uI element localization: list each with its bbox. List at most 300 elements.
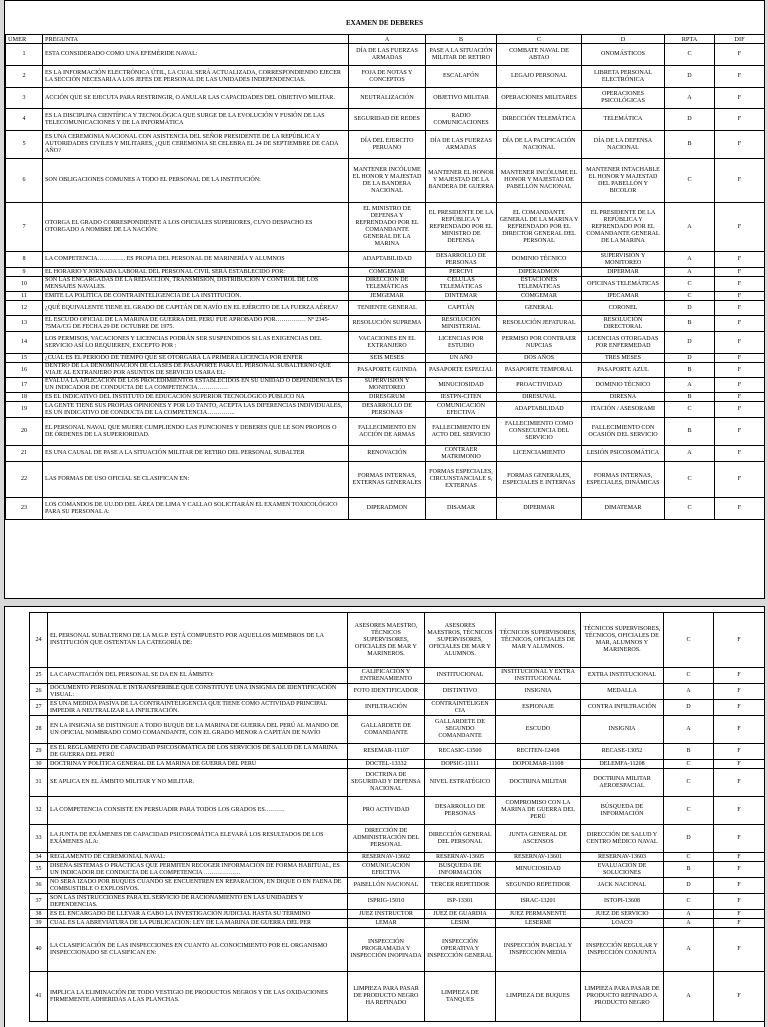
question-text: SE APLICA EN EL ÁMBITO MILITAR Y NO MILITAR.	[48, 769, 348, 797]
option-b: JUEZ DE GUARDIA	[425, 910, 496, 919]
option-a: DOCTEL-13332	[348, 760, 425, 769]
difficulty-cell: F	[714, 878, 765, 894]
difficulty-cell: F	[714, 684, 765, 700]
option-c: RESERNAV-13601	[496, 853, 581, 862]
answer-cell: B	[665, 316, 715, 332]
option-b: MANTENER EL HONOR Y MAJESTAD DE LA BANDERA DE GUERRA	[426, 159, 497, 203]
option-d: OPERACIONES PSICOLÓGICAS	[582, 88, 665, 109]
option-d: RESERNAV-13603	[581, 853, 664, 862]
question-text: EMITE LA POLÍTICA DE CONTRAINTELIGENCIA DE LA INSTITUCIÓN.	[43, 292, 349, 301]
option-a: JUEZ INSTRUCTOR	[348, 910, 425, 919]
option-b: TERCER REPETIDOR	[425, 878, 496, 894]
option-a: COMUNICACIÓN EFECTIVA	[348, 862, 425, 878]
option-c: INSPECCIÓN PARCIAL Y INSPECCIÓN MEDIA	[496, 928, 581, 972]
option-b: BÚSQUEDA DE INFORMACIÓN	[425, 862, 496, 878]
question-row	[30, 613, 765, 668]
question-number: 34	[30, 853, 48, 862]
option-d: EXTRA INSTITUCIONAL	[581, 668, 664, 684]
option-a: SEIS MESES	[349, 354, 426, 363]
answer-cell: C	[665, 159, 715, 203]
option-b: GALLARDETE DE SEGUNDO COMANDANTE	[425, 716, 496, 744]
option-b: EL PRESIDENTE DE LA REPÚBLICA Y REFRENDADO POR EL MINISTRO DE DEFENSA	[426, 203, 497, 252]
option-d: LOACO	[581, 919, 664, 928]
option-d: MANTENER INTACHABLE EL HONOR Y MAJESTAD DEL PABELLÓN Y BICOLOR	[582, 159, 665, 203]
option-a: DIRECCIÓN DE TELEMÁTICAS	[349, 277, 426, 292]
option-d: DIRESNA	[582, 393, 665, 402]
option-a: FOTO IDENTIFICADOR	[348, 684, 425, 700]
difficulty-cell: F	[715, 402, 765, 418]
difficulty-cell: F	[715, 277, 765, 292]
answer-cell: D	[665, 109, 715, 131]
difficulty-cell: F	[714, 972, 765, 1022]
question-row	[6, 159, 765, 203]
option-b: FORMAS ESPECIALES, CIRCUNSTANCIALE S, EXTERNAS	[426, 462, 497, 498]
option-b: DESARROLLO DE PERSONAS	[425, 797, 496, 825]
question-number: 15	[6, 354, 43, 363]
option-b: DOPSIC-11111	[425, 760, 496, 769]
option-a: RESEMAR-11107	[348, 744, 425, 760]
option-c: DIRECCIÓN TELEMÁTICA	[497, 109, 582, 131]
question-text: ¿CUÁL ES EL PERIODO DE TIEMPO QUE SE OTORGARÁ LA PRIMERA LICENCIA POR ENFER	[43, 354, 349, 363]
option-c: INSTITUCIONAL Y EXTRA INSTITUCIONAL	[496, 668, 581, 684]
question-number: 6	[6, 159, 43, 203]
difficulty-cell: F	[715, 354, 765, 363]
question-text: ES UNA CEREMONIA NACIONAL CON ASISTENCIA DEL SEÑOR PRESIDENTE DE LA REPÚBLICA Y AUTORIDADES CIVILES Y MILITARES, ¿QUE CEREMONIA SE CELEBRA EL 24 DE SEPTIEMBRE DE CADA AÑO?	[43, 131, 349, 159]
question-row	[30, 878, 765, 894]
answer-cell: A	[664, 684, 714, 700]
option-c: ESCUDO	[496, 716, 581, 744]
option-d: INSIGNIA	[581, 716, 664, 744]
question-row	[30, 744, 765, 760]
question-text: IMPLICA LA ELIMINACIÓN DE TODO VESTIGIO DE PRODUCTOS NEGROS Y DE LAS OXIDACIONES FIRMEMENTE ADHERIDAS A LAS PLANCHAS.	[48, 972, 348, 1022]
difficulty-cell: F	[714, 862, 765, 878]
question-number: 26	[30, 684, 48, 700]
option-b: LIMPIEZA DE TANQUES	[425, 972, 496, 1022]
option-a: LEMAR	[348, 919, 425, 928]
option-d: CONTRA INFILTRACIÓN	[581, 700, 664, 716]
question-number: 11	[6, 292, 43, 301]
question-text: NO SERÁ IZADO POR BUQUES CUANDO SE ENCUENTREN EN REPARACIÓN, EN DIQUE O EN FAENA DE COMBUSTIBLE O EXPLOSIVOS.	[48, 878, 348, 894]
difficulty-cell: F	[715, 446, 765, 462]
question-number: 9	[6, 268, 43, 277]
question-row	[6, 498, 765, 520]
option-b: DISAMAR	[426, 498, 497, 520]
option-a: DESARROLLO DE PERSONAS	[349, 402, 426, 418]
option-a: RESERNAV-13602	[348, 853, 425, 862]
option-d: CORONEL	[582, 301, 665, 316]
option-c: DOS AÑOS	[497, 354, 582, 363]
option-a: ADAPTABILIDAD	[349, 252, 426, 268]
option-b: DINTEMAR	[426, 292, 497, 301]
question-text: SON LAS INSTRUCCIONES PARA EL SERVICIO DE RACIONAMIENTO EN LAS UNIDADES Y DEPENDENCIAS.	[48, 894, 348, 910]
question-text: DOCUMENTO PERSONAL E INTRANSFERIBLE QUE CONSTITUYE UNA INSIGNIA DE IDENTIFICACIÓN VISUAL:	[48, 684, 348, 700]
answer-cell: A	[664, 972, 714, 1022]
question-number: 38	[30, 910, 48, 919]
option-d: PASAPORTE AZUL	[582, 363, 665, 378]
option-c: DIPERADMON	[497, 268, 582, 277]
question-number: 10	[6, 277, 43, 292]
answer-cell: C	[664, 613, 714, 668]
difficulty-cell: F	[715, 159, 765, 203]
header-cell: RPTA	[665, 35, 715, 44]
answer-cell: A	[665, 268, 715, 277]
question-row	[6, 131, 765, 159]
option-a: INSPECCIÓN PROGRAMADA Y INSPECCIÓN INOPINADA	[348, 928, 425, 972]
answer-cell: D	[664, 878, 714, 894]
question-text: ES UNA MEDIDA PASIVA DE LA CONTRAINTELIGENCIA QUE TIENE COMO ACTIVIDAD PRINCIPAL IMPEDIR A NEUTRALIZAR LA INFILTRACIÓN.	[48, 700, 348, 716]
option-c: MINUCIOSIDAD	[496, 862, 581, 878]
option-c: LEGAJO PERSONAL	[497, 66, 582, 88]
question-row	[30, 919, 765, 928]
question-number: 21	[6, 446, 43, 462]
option-a: MANTENER INCÓLUME EL HONOR Y MAJESTAD DE LA BANDERA NACIONAL	[349, 159, 426, 203]
option-c: DIPERMAR	[497, 498, 582, 520]
option-c: GENERAL	[497, 301, 582, 316]
option-a: PRO ACTIVIDAD	[348, 797, 425, 825]
question-text: LA COMPETENCIA………….. ES PROPIA DEL PERSONAL DE MARINERÍA Y ALUMNOS	[43, 252, 349, 268]
question-number: 39	[30, 919, 48, 928]
option-a: FALLECIMIENTO EN ACCIÓN DE ARMAS	[349, 418, 426, 446]
question-number: 16	[6, 363, 43, 378]
option-c: JUNTA GENERAL DE ASCENSOS	[496, 825, 581, 853]
option-b: DÍA DE LAS FUERZAS ARMADAS	[426, 131, 497, 159]
questions-table-1	[5, 34, 765, 520]
question-row	[30, 716, 765, 744]
option-c: ESTACIONES TELEMÁTICAS	[497, 277, 582, 292]
option-c: ISRAC-13201	[496, 894, 581, 910]
option-c: INSIGNIA	[496, 684, 581, 700]
question-text: EVALÚA LA APLICACIÓN DE LOS PROCEDIMIENTOS ESTABLECIDOS EN SU UNIDAD O DEPENDENCIA ES UN INDICADOR DE CONDUCTA DE LA COMPETENCIA……………	[43, 378, 349, 393]
option-c: LIMPIEZA DE BUQUES	[496, 972, 581, 1022]
answer-cell: B	[664, 862, 714, 878]
question-row	[30, 769, 765, 797]
question-text: LA JUNTA DE EXÁMENES DE CAPACIDAD PSICOSOMÁTICA ELEVARÁ LOS RESULTADOS DE LOS EXÁMENES ALA:	[48, 825, 348, 853]
question-text: ACCIÓN QUE SE EJECUTA PARA RESTRINGIR, O ANULAR LAS CAPACIDADES DEL OBJETIVO MILITAR.	[43, 88, 349, 109]
question-text: EL HORARIO Y JORNADA LABORAL DEL PERSONAL CIVIL SERÁ ESTABLECIDO POR:	[43, 268, 349, 277]
question-row	[30, 825, 765, 853]
question-text: LAS FORMAS DE USO OFICIAL SE CLASIFICAN EN:	[43, 462, 349, 498]
answer-cell: C	[664, 797, 714, 825]
option-b: OBJETIVO MILITAR	[426, 88, 497, 109]
question-row	[6, 277, 765, 292]
option-d: DIPERMAR	[582, 268, 665, 277]
option-c: DÍA DE LA PACIFICACIÓN NACIONAL	[497, 131, 582, 159]
question-row	[6, 363, 765, 378]
question-number: 29	[30, 744, 48, 760]
option-a: RESOLUCIÓN SUPREMA	[349, 316, 426, 332]
question-row	[30, 797, 765, 825]
answer-cell: C	[665, 402, 715, 418]
difficulty-cell: F	[715, 252, 765, 268]
option-d: MEDALLA	[581, 684, 664, 700]
option-b: ISP-13301	[425, 894, 496, 910]
option-a: FOJA DE NOTAS Y CONCEPTOS	[349, 66, 426, 88]
answer-cell: A	[665, 88, 715, 109]
answer-cell: C	[665, 44, 715, 66]
option-c: DIRESUVAL	[497, 393, 582, 402]
question-row	[6, 292, 765, 301]
question-row	[6, 44, 765, 66]
option-d: BÚSQUEDA DE INFORMACIÓN	[581, 797, 664, 825]
option-b: ASESORES MAESTROS, TÉCNICOS SUPERVISORES, OFICIALES DE MAR Y ALUMNOS.	[425, 613, 496, 668]
option-b: CAPITÁN	[426, 301, 497, 316]
question-row	[6, 203, 765, 252]
option-d: FALLECIMIENTO CON OCASIÓN DEL SERVICIO	[582, 418, 665, 446]
answer-cell: B	[665, 418, 715, 446]
question-number: 35	[30, 862, 48, 878]
option-d: DELEMFA-11208	[581, 760, 664, 769]
option-b: COMUNICACIÓN EFECTIVA	[426, 402, 497, 418]
option-d: DOCTRINA MILITAR AEROESPACIAL	[581, 769, 664, 797]
option-b: ESCALAFÓN	[426, 66, 497, 88]
difficulty-cell: F	[715, 393, 765, 402]
question-text: LA CLASIFICACIÓN DE LAS INSPECCIONES EN CUANTO AL CONOCIMIENTO POR EL ORGANISMO INSPECCIONADO SE CLASIFICAN EN:	[48, 928, 348, 972]
option-a: SUPERVISIÓN Y MONITOREO	[349, 378, 426, 393]
difficulty-cell: F	[715, 44, 765, 66]
option-d: LESIÓN PSICOSOMÁTICA	[582, 446, 665, 462]
option-b: PASE A LA SITUACIÓN MILITAR DE RETIRO	[426, 44, 497, 66]
answer-cell: C	[665, 277, 715, 292]
difficulty-cell: F	[715, 292, 765, 301]
option-c: EL COMANDANTE GENERAL DE LA MARINA Y REFRENDADO POR EL DIRECTOR GENERAL DEL PERSONAL	[497, 203, 582, 252]
question-number: 22	[6, 462, 43, 498]
option-b: PASAPORTE ESPECIAL	[426, 363, 497, 378]
option-a: EL MINISTRO DE DEFENSA Y REFRENDADO POR EL COMANDANTE GENERAL DE LA MARINA	[349, 203, 426, 252]
question-row	[30, 760, 765, 769]
option-c: DOCTRINA MILITAR	[496, 769, 581, 797]
answer-cell: C	[664, 769, 714, 797]
exam-page-1	[4, 0, 765, 599]
option-d: LIMPIEZA PARA PASAR DE PRODUCTO REFINADO A PRODUCTO NEGRO	[581, 972, 664, 1022]
answer-cell: C	[664, 853, 714, 862]
question-row	[6, 393, 765, 402]
question-number: 20	[6, 418, 43, 446]
difficulty-cell: F	[715, 66, 765, 88]
answer-cell: A	[665, 203, 715, 252]
option-a: FORMAS INTERNAS, EXTERNAS GENERALES	[349, 462, 426, 498]
question-number: 17	[6, 378, 43, 393]
option-b: CONTRAINTELIGEN CIA	[425, 700, 496, 716]
answer-cell: B	[665, 131, 715, 159]
difficulty-cell: F	[715, 462, 765, 498]
option-d: INSPECCIÓN REGULAR Y INSPECCIÓN CONJUNTA	[581, 928, 664, 972]
question-row	[30, 972, 765, 1022]
question-number: 24	[30, 613, 48, 668]
answer-cell: C	[664, 668, 714, 684]
question-text: SON LAS ENCARGADAS DE LA REDACCIÓN, TRANSMISIÓN, DISTRIBUCIÓN Y CONTROL DE LOS MENSAJES NAVALES.	[43, 277, 349, 292]
difficulty-cell: F	[714, 853, 765, 862]
question-text: LOS COMANDOS DE UU.DD DEL ÁREA DE LIMA Y CALLAO SOLICITARÁN EL EXAMEN TOXICOLÓGICO PARA SU PERSONAL A:	[43, 498, 349, 520]
question-number: 37	[30, 894, 48, 910]
option-b: NIVEL ESTRATÉGICO	[425, 769, 496, 797]
difficulty-cell: F	[714, 716, 765, 744]
option-d: RECASE-13052	[581, 744, 664, 760]
option-a: GALLARDETE DE COMANDANTE	[348, 716, 425, 744]
option-b: INSPECCIÓN OPERATIVA Y INSPECCIÓN GENERAL	[425, 928, 496, 972]
answer-cell: B	[665, 393, 715, 402]
option-b: LESIM	[425, 919, 496, 928]
question-number: 5	[6, 131, 43, 159]
answer-cell: A	[664, 716, 714, 744]
header-cell: PREGUNTA	[43, 35, 349, 44]
option-d: SUPERVISIÓN Y MONITOREO	[582, 252, 665, 268]
header-cell: D	[582, 35, 665, 44]
question-text: DOCTRINA Y POLÍTICA GENERAL DE LA MARINA DE GUERRA DEL PERÚ	[48, 760, 348, 769]
question-row	[6, 301, 765, 316]
option-a: ASESORES MAESTRO, TÉCNICOS SUPERVISORES, OFICIALES DE MAR Y MARINEROS.	[348, 613, 425, 668]
question-row	[30, 894, 765, 910]
answer-cell: C	[665, 498, 715, 520]
option-a: TENIENTE GENERAL	[349, 301, 426, 316]
answer-cell: A	[665, 446, 715, 462]
question-text: LA CAPACITACIÓN DEL PERSONAL SE DA EN EL ÁMBITO:	[48, 668, 348, 684]
option-c: ESPIONAJE	[496, 700, 581, 716]
question-text: ES EL INDICATIVO DEL INSTITUTO DE EDUCACIÓN SUPERIOR TECNOLÓGICO PÚBLICO NA	[43, 393, 349, 402]
header-cell: A	[349, 35, 426, 44]
question-row	[30, 862, 765, 878]
question-row	[6, 354, 765, 363]
question-row	[30, 684, 765, 700]
option-b: UN AÑO	[426, 354, 497, 363]
option-d: ITACIÓN / ASESORAMI	[582, 402, 665, 418]
option-a: PASAPORTE GUINDA	[349, 363, 426, 378]
option-d: TELEMÁTICA	[582, 109, 665, 131]
difficulty-cell: F	[714, 668, 765, 684]
answer-cell: A	[664, 928, 714, 972]
question-number: 36	[30, 878, 48, 894]
option-d: TRES MESES	[582, 354, 665, 363]
question-row	[6, 378, 765, 393]
option-b: LICENCIAS POR ESTUDIO	[426, 332, 497, 354]
header-row	[6, 35, 765, 44]
difficulty-cell: F	[715, 109, 765, 131]
option-d: LICENCIAS OTORGADAS POR ENFERMEDAD	[582, 332, 665, 354]
question-row	[6, 252, 765, 268]
answer-cell: C	[664, 760, 714, 769]
question-text: LA GENTE TIENE SUS PROPIAS OPINIONES Y POR LO TANTO, ACEPTA LAS DIFERENCIAS INDIVIDUALES, ES UN INDICATIVO DE CONDUCTA DE LA COMPETENCIA…………..	[43, 402, 349, 418]
option-b: RESOLUCIÓN MINISTERIAL	[426, 316, 497, 332]
option-b: PERCIVI	[426, 268, 497, 277]
answer-cell: C	[664, 894, 714, 910]
option-d: FORMAS INTERNAS, ESPECIALES, DINÁMICAS	[582, 462, 665, 498]
question-number: 7	[6, 203, 43, 252]
option-a: DOCTRINA DE SEGURIDAD Y DEFENSA NACIONAL	[348, 769, 425, 797]
option-a: DIPERADMON	[349, 498, 426, 520]
question-text: LA COMPETENCIA CONSISTE EN PERSUADIR PARA TODOS LOS GRADOS ES……….	[48, 797, 348, 825]
option-b: CÉLULAS TELEMÁTICAS	[426, 277, 497, 292]
option-a: INFILTRACIÓN	[348, 700, 425, 716]
answer-cell: A	[664, 919, 714, 928]
exam-page-2	[4, 606, 765, 1027]
question-number: 27	[30, 700, 48, 716]
option-c: COMGEMAR	[497, 292, 582, 301]
difficulty-cell: F	[715, 363, 765, 378]
option-b: DISTINTIVO	[425, 684, 496, 700]
option-d: DOMINIO TÉCNICO	[582, 378, 665, 393]
question-number: 18	[6, 393, 43, 402]
option-a: DÍA DEL EJERCITO PERUANO	[349, 131, 426, 159]
question-number: 14	[6, 332, 43, 354]
option-c: LICENCIAMIENTO	[497, 446, 582, 462]
difficulty-cell: F	[715, 301, 765, 316]
header-cell: B	[426, 35, 497, 44]
option-a: CALIFICACIÓN Y ENTRENAMIENTO	[348, 668, 425, 684]
question-number: 12	[6, 301, 43, 316]
option-d: EL PRESIDENTE DE LA REPÚBLICA Y REFRENDADO POR EL COMANDANTE GENERAL DE LA MARINA	[582, 203, 665, 252]
question-number: 19	[6, 402, 43, 418]
option-a: VACACIONES EN EL EXTRANJERO	[349, 332, 426, 354]
question-number: 40	[30, 928, 48, 972]
option-d: LIBRETA PERSONAL ELECTRÓNICA	[582, 66, 665, 88]
question-text: EL PERSONAL NAVAL QUE MUERE CUMPLIENDO LAS FUNCIONES Y DEBERES QUE LE SON PROPIOS O DE ÓRDENES DE LA SUPERIORIDAD.	[43, 418, 349, 446]
answer-cell: A	[664, 910, 714, 919]
option-b: DIRECCIÓN GENERAL DEL PERSONAL	[425, 825, 496, 853]
question-text: LOS PERMISOS, VACACIONES Y LICENCIAS PODRÁN SER SUSPENDIDOS SI LAS EXIGENCIAS DEL SERVICIO ASÍ LO REQUIEREN, EXCEPTO POR :	[43, 332, 349, 354]
question-number: 32	[30, 797, 48, 825]
option-a: COMGEMAR	[349, 268, 426, 277]
exam-title: EXAMEN DE DEBERES	[345, 19, 423, 27]
option-a: ISPRIG-15010	[348, 894, 425, 910]
option-c: COMPROMISO CON LA MARINA DE GUERRA DEL PERÚ	[496, 797, 581, 825]
difficulty-cell: F	[715, 316, 765, 332]
option-a: DIRECCIÓN DE ADMINISTRACIÓN DEL PERSONAL	[348, 825, 425, 853]
question-row	[6, 418, 765, 446]
question-text: ¿QUÉ EQUIVALENTE TIENE EL GRADO DE CAPITÁN DE NAVÍO EN EL EJÉRCITO DE LA FUERZA AÉREA?	[43, 301, 349, 316]
option-a: RENOVACIÓN	[349, 446, 426, 462]
option-d: JUEZ DE SERVICIO	[581, 910, 664, 919]
difficulty-cell: F	[714, 919, 765, 928]
option-d: DIRECCIÓN DE SALUD Y CENTRO MÉDICO NAVAL	[581, 825, 664, 853]
option-c: TÉCNICOS SUPERVISORES, TÉCNICOS, OFICIALES DE MAR Y ALUMNOS.	[496, 613, 581, 668]
difficulty-cell: F	[714, 797, 765, 825]
question-number: 2	[6, 66, 43, 88]
question-row	[30, 928, 765, 972]
option-d: RESOLUCIÓN DIRECTORAL	[582, 316, 665, 332]
answer-cell: B	[665, 363, 715, 378]
option-c: FORMAS GENERALES, ESPECIALES E INTERNAS	[497, 462, 582, 498]
difficulty-cell: F	[714, 769, 765, 797]
question-row	[6, 332, 765, 354]
option-c: PROACTIVIDAD	[497, 378, 582, 393]
answer-cell: C	[665, 292, 715, 301]
option-b: RESERNAV-13605	[425, 853, 496, 862]
question-text: DISEÑA SISTEMAS O PRÁCTICAS QUE PERMITEN RECOGER INFORMACIÓN DE FORMA HABITUAL, ES UN INDICADOR DE CONDUCTA DE LA COMPETENCIA ………………	[48, 862, 348, 878]
option-a: LIMPIEZA PARA PASAR DE PRODUCTO NEGRO HA REFINADO	[348, 972, 425, 1022]
difficulty-cell: F	[715, 418, 765, 446]
question-text: EL ESCUDO OFICIAL DE LA MARINA DE GUERRA DEL PERÚ FUE APROBADO POR…………… Nº 2345-75MA/CG DE FECHA 29 DE OCTUBRE DE 1975.	[43, 316, 349, 332]
answer-cell: D	[664, 825, 714, 853]
option-c: LESERMI	[496, 919, 581, 928]
question-number: 4	[6, 109, 43, 131]
difficulty-cell: F	[714, 760, 765, 769]
option-d: ISTOPI-13608	[581, 894, 664, 910]
difficulty-cell: F	[715, 131, 765, 159]
option-d: OFICINAS TELEMÁTICAS	[582, 277, 665, 292]
question-row	[6, 316, 765, 332]
question-number: 3	[6, 88, 43, 109]
option-c: RESOLUCIÓN JEFATURAL	[497, 316, 582, 332]
question-row	[30, 853, 765, 862]
option-a: PABELLÓN NACIONAL	[348, 878, 425, 894]
question-row	[30, 668, 765, 684]
question-text: EL PERSONAL SUBALTERNO DE LA M.G.P. ESTÁ COMPUESTO POR AQUELLOS MIEMBROS DE LA INSTITUCIÓN QUE OSTENTAN LA CATEGORÍA DE:	[48, 613, 348, 668]
question-row	[6, 109, 765, 131]
option-b: IESTPN-CITEN	[426, 393, 497, 402]
option-d: IPECAMAR	[582, 292, 665, 301]
answer-cell: D	[665, 66, 715, 88]
header-cell: UMER	[6, 35, 43, 44]
option-b: RADIO COMUNICACIONES	[426, 109, 497, 131]
